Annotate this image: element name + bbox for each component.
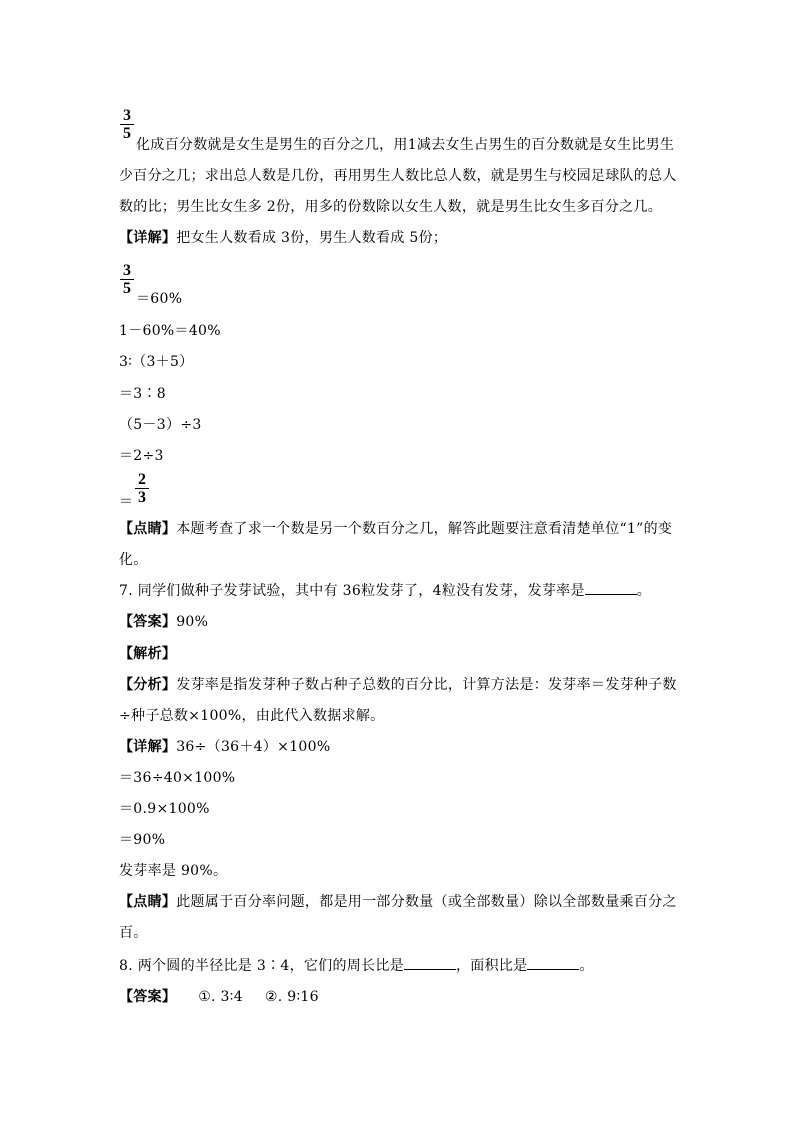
analyze-label: 【分析】 (119, 677, 177, 693)
analyze-line-2: ÷种子总数×100%，由此代入数据求解。 (119, 708, 385, 724)
comment-paragraph (119, 520, 672, 538)
solution-line-2: 少百分之几；求出总人数是几份，再用男生人数比总人数，就是男生与校园足球队的总人 (119, 168, 677, 184)
question-end: 。 (579, 958, 594, 974)
comment-text: 此题属于百分率问题，都是用一部分数量（或全部数量）除以全部数量乘百分之 (176, 894, 677, 910)
detail-text: 把女生人数看成 3份，男生人数看成 5份； (176, 230, 448, 246)
equation-step: ＝36÷40×100% (119, 770, 236, 786)
detail-label: 【详解】 (119, 739, 177, 755)
fraction-denominator: 5 (123, 125, 131, 142)
solution-line-1: 化成百分数就是女生是男生的百分之几，用1减去女生占男生的百分数就是女生比男生 (136, 137, 675, 153)
question-7 (119, 582, 651, 600)
equation-step: 3∶（3＋5） (119, 354, 194, 370)
answer-label: 【答案】 (119, 614, 177, 630)
answer-paragraph (119, 988, 319, 1006)
fraction-numerator: 3 (123, 107, 131, 124)
fraction-numerator: 2 (138, 471, 146, 488)
question-text: 8. 两个圆的半径比是 3∶4，它们的周长比是 (119, 958, 404, 974)
answer-value: 90% (176, 614, 209, 630)
conclusion: 发芽率是 90%。 (119, 863, 228, 879)
equation-step: ＝0.9×100% (119, 801, 210, 817)
question-end: 。 (636, 583, 652, 599)
fraction-three-fifths (119, 108, 135, 141)
question-8 (119, 957, 594, 975)
analyze-text: 发芽率是指发芽种子数占种子总数的百分比，计算方法是：发芽率＝发芽种子数 (176, 677, 677, 693)
detail-paragraph (119, 229, 447, 247)
equation-step: 1－60%＝40% (119, 323, 221, 339)
answer-blank (404, 957, 456, 970)
fraction-numerator: 3 (123, 262, 131, 279)
comment-label: 【点睛】 (119, 521, 177, 537)
answer-paragraph (119, 613, 208, 631)
fraction-denominator: 3 (138, 489, 146, 506)
equation-step: ＝3∶8 (119, 386, 167, 402)
equation-60-percent: ＝60% (136, 291, 183, 307)
answer-1: ①. 3∶4 (198, 989, 243, 1005)
answer-2: ②. 9∶16 (264, 989, 319, 1005)
detail-label: 【详解】 (119, 230, 177, 246)
detail-text: 36÷（36＋4）×100% (176, 739, 331, 755)
fraction-two-thirds (134, 472, 150, 505)
comment-line-2: 化。 (119, 552, 148, 568)
solution-line-3: 数的比；男生比女生多 2份，用多的份数除以女生人数，就是男生比女生多百分之几。 (119, 199, 663, 215)
answer-blank (527, 957, 579, 970)
fraction-three-fifths-2 (119, 263, 135, 296)
comment-label: 【点睛】 (119, 894, 177, 910)
detail-paragraph (119, 738, 330, 756)
comment-paragraph (119, 893, 677, 911)
comment-text: 本题考查了求一个数是另一个数百分之几，解答此题要注意看清楚单位“1”的变 (176, 521, 673, 537)
equation-step: （5－3）÷3 (119, 417, 202, 433)
question-text-2: ，面积比是 (455, 958, 528, 974)
comment-line-2: 百。 (119, 925, 148, 941)
equation-step: ＝90% (119, 832, 166, 848)
analysis-heading (119, 645, 176, 663)
equation-step-prefix: ＝ (119, 494, 134, 510)
equation-step: ＝2÷3 (119, 448, 164, 464)
question-text: 7. 同学们做种子发芽试验，其中有 36粒发芽了，4粒没有发芽，发芽率是 (119, 583, 585, 599)
answer-label: 【答案】 (119, 989, 177, 1005)
analysis-label: 【解析】 (119, 646, 177, 662)
analyze-paragraph (119, 676, 677, 694)
fraction-denominator: 5 (123, 280, 131, 297)
answer-blank (585, 582, 637, 595)
